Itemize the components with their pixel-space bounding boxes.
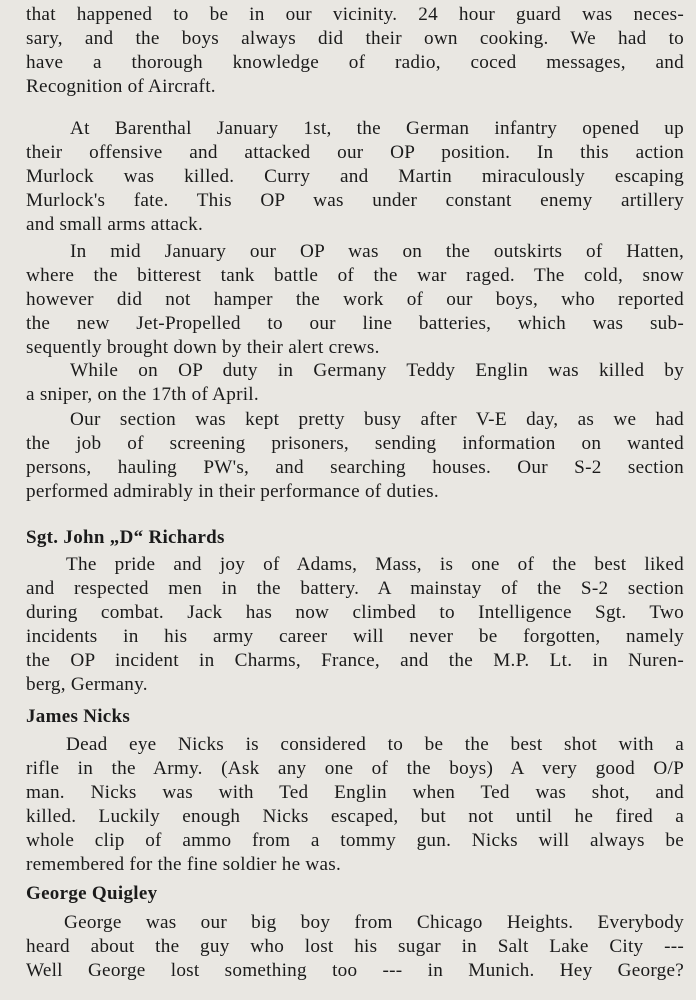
text-line: The pride and joy of Adams, Mass, is one of the best liked [66, 554, 684, 575]
profile-paragraph [26, 553, 684, 697]
text-line: While on OP duty in Germany Teddy Englin was killed by [70, 360, 684, 381]
text-line: remembered for the fine soldier he was. [26, 854, 342, 875]
text-line: their offensive and attacked our OP position. In this action [26, 142, 684, 163]
text-line: At Barenthal January 1st, the German infantry opened up [70, 118, 684, 139]
text-line: the new Jet-Propelled to our line batteries, which was sub- [26, 313, 684, 334]
section-heading: George Quigley [26, 883, 158, 904]
body-paragraph [26, 3, 684, 99]
body-paragraph [26, 359, 684, 407]
text-line: sequently brought down by their alert crews. [26, 337, 380, 358]
text-line: Well George lost something too --- in Munich. Hey George? [26, 960, 684, 981]
body-paragraph [26, 408, 684, 504]
text-line: Dead eye Nicks is considered to be the best shot with a [66, 734, 684, 755]
profile-paragraph [26, 733, 684, 877]
text-line: man. Nicks was with Ted Englin when Ted was shot, and [26, 782, 684, 803]
body-paragraph [26, 117, 684, 237]
text-line: Recognition of Aircraft. [26, 76, 216, 97]
text-line: rifle in the Army. (Ask any one of the boys) A very good O/P [26, 758, 684, 779]
body-paragraph [26, 240, 684, 360]
text-line: Murlock's fate. This OP was under constant enemy artillery [26, 190, 684, 211]
text-line: that happened to be in our vicinity. 24 hour guard was neces- [26, 4, 684, 25]
text-line: and small arms attack. [26, 214, 204, 235]
text-line: however did not hamper the work of our boys, who reported [26, 289, 684, 310]
text-line: berg, Germany. [26, 674, 148, 695]
text-line: the job of screening prisoners, sending information on wanted [26, 433, 684, 454]
text-line: whole clip of ammo from a tommy gun. Nicks will always be [26, 830, 684, 851]
text-line: a sniper, on the 17th of April. [26, 384, 259, 405]
text-line: Murlock was killed. Curry and Martin miraculously escaping [26, 166, 684, 187]
text-line: the OP incident in Charms, France, and the M.P. Lt. in Nuren- [26, 650, 684, 671]
text-line: Our section was kept pretty busy after V-E day, as we had [70, 409, 684, 430]
text-line: George was our big boy from Chicago Heights. Everybody [64, 912, 684, 933]
text-line: sary, and the boys always did their own cooking. We had to [26, 28, 684, 49]
text-line: and respected men in the battery. A mainstay of the S-2 section [26, 578, 684, 599]
section-heading: James Nicks [26, 706, 131, 727]
section-heading: Sgt. John „D“ Richards [26, 527, 225, 548]
profile-paragraph [26, 911, 684, 983]
text-line: during combat. Jack has now climbed to Intelligence Sgt. Two [26, 602, 684, 623]
text-line: killed. Luckily enough Nicks escaped, but not until he fired a [26, 806, 684, 827]
text-line: In mid January our OP was on the outskirts of Hatten, [70, 241, 684, 262]
text-line: persons, hauling PW's, and searching houses. Our S-2 section [26, 457, 684, 478]
text-line: heard about the guy who lost his sugar in Salt Lake City --- [26, 936, 684, 957]
text-line: performed admirably in their performance of duties. [26, 481, 439, 502]
text-line: incidents in his army career will never be forgotten, namely [26, 626, 684, 647]
text-line: where the bitterest tank battle of the war raged. The cold, snow [26, 265, 684, 286]
text-line: have a thorough knowledge of radio, coced messages, and [26, 52, 684, 73]
